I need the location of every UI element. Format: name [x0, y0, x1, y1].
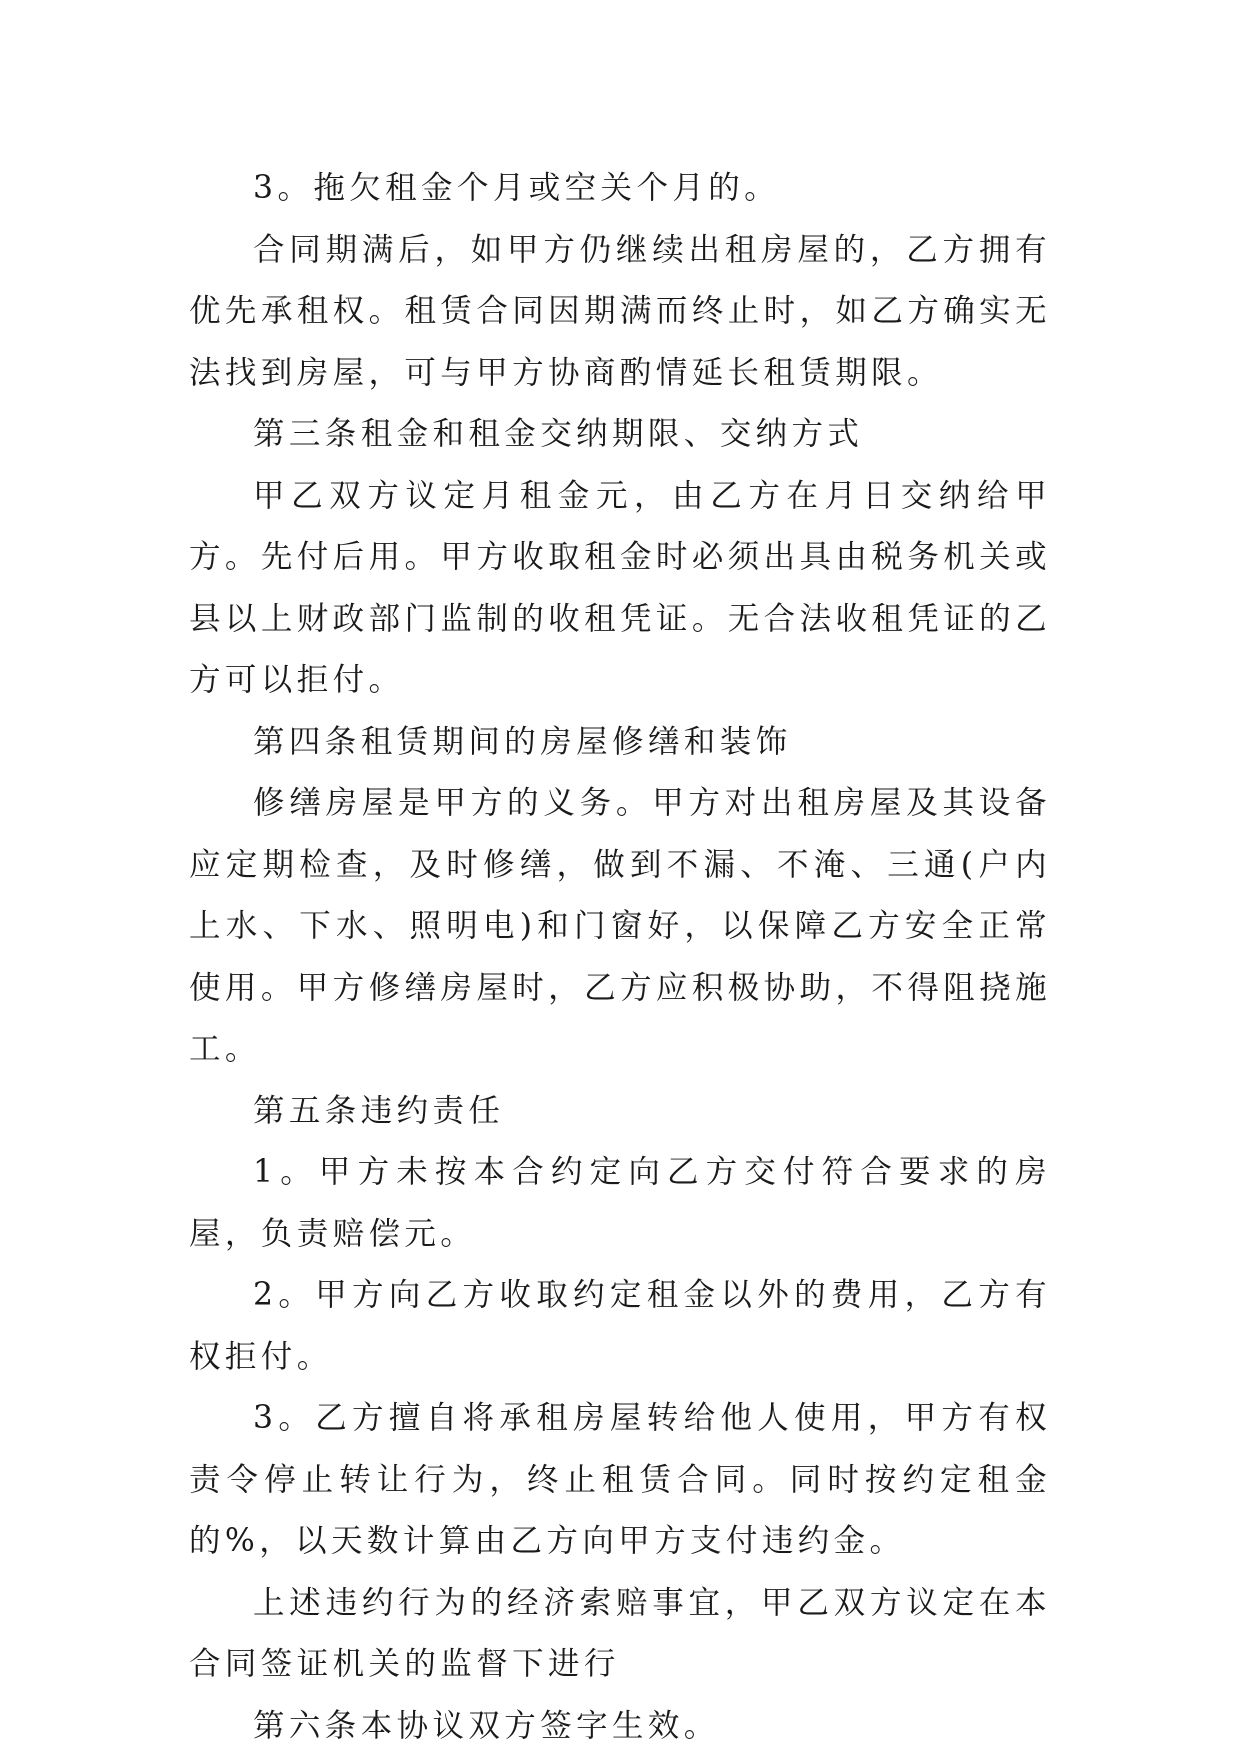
- document-body: [189, 158, 1051, 1757]
- paragraph-renewal-priority: 合同期满后，如甲方仍继续出租房屋的，乙方拥有优先承租权。租赁合同因期满而终止时，如乙方确实无法找到房屋，可与甲方协商酌情延长租赁期限。: [189, 220, 1051, 405]
- paragraph-breach-2: 2。甲方向乙方收取约定租金以外的费用，乙方有权拒付。: [189, 1265, 1051, 1388]
- paragraph-rent-payment: 甲乙双方议定月租金元，由乙方在月日交纳给甲方。先付后用。甲方收取租金时必须出具由税务机关或县以上财政部门监制的收租凭证。无合法收租凭证的乙方可以拒付。: [189, 466, 1051, 712]
- heading-article-4: 第四条租赁期间的房屋修缮和装饰: [189, 712, 1051, 774]
- heading-article-3: 第三条租金和租金交纳期限、交纳方式: [189, 404, 1051, 466]
- paragraph-arrears-clause: 3。拖欠租金个月或空关个月的。: [189, 158, 1051, 220]
- paragraph-breach-3: 3。乙方擅自将承租房屋转给他人使用，甲方有权责令停止转让行为，终止租赁合同。同时按约定租金的%，以天数计算由乙方向甲方支付违约金。: [189, 1388, 1051, 1573]
- paragraph-repair-duty: 修缮房屋是甲方的义务。甲方对出租房屋及其设备应定期检查，及时修缮，做到不漏、不淹、三通(户内上水、下水、照明电)和门窗好，以保障乙方安全正常使用。甲方修缮房屋时，乙方应积极协助，不得阻挠施工。: [189, 773, 1051, 1081]
- paragraph-breach-1: 1。甲方未按本合约定向乙方交付符合要求的房屋，负责赔偿元。: [189, 1142, 1051, 1265]
- heading-article-6: 第六条本协议双方签字生效。: [189, 1696, 1051, 1757]
- paragraph-claims-supervision: 上述违约行为的经济索赔事宜，甲乙双方议定在本合同签证机关的监督下进行: [189, 1573, 1051, 1696]
- heading-article-5: 第五条违约责任: [189, 1081, 1051, 1143]
